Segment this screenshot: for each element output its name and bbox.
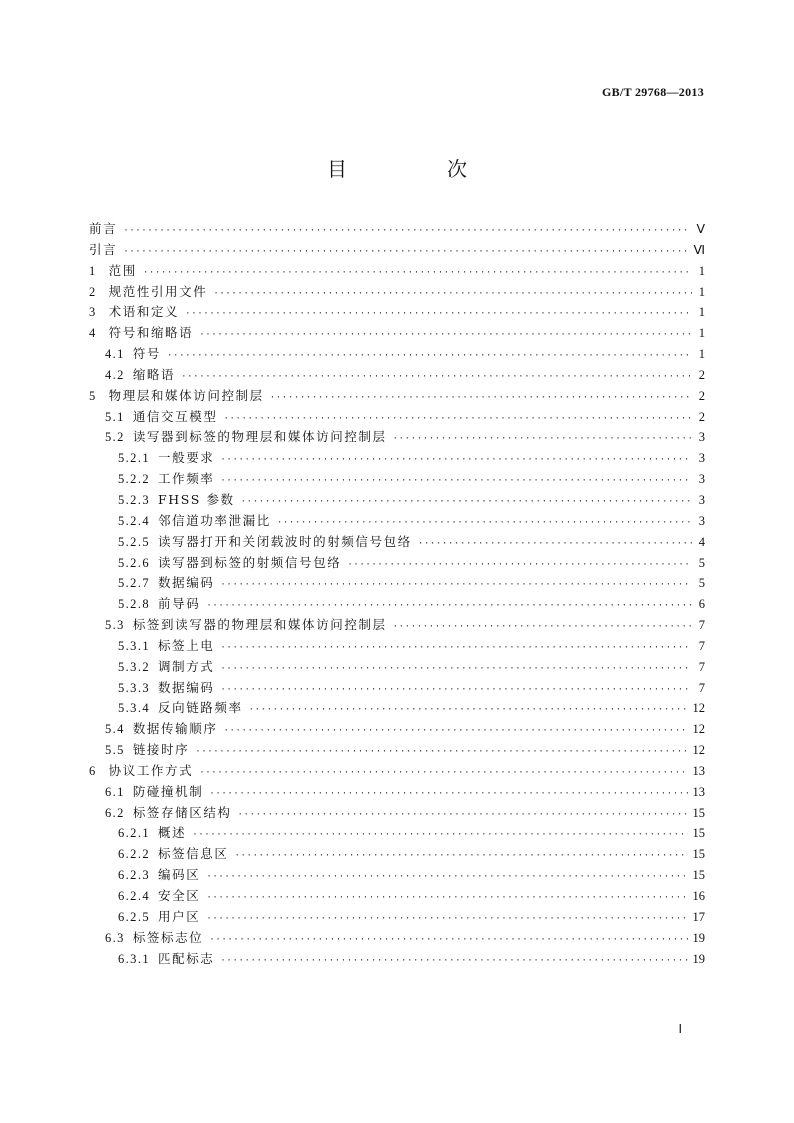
toc-dot-leader [209,784,687,805]
toc-dot-leader [199,325,692,346]
toc-entry-page: 7 [698,638,705,653]
toc-entry-title: 标签存储区结构 [132,804,232,820]
toc-dot-leader [143,263,692,284]
toc-dot-leader [220,471,692,492]
toc-entry-title: 调制方式 [158,658,215,674]
toc-entry-title: 缩略语 [132,366,176,382]
toc-dot-leader [220,680,692,701]
toc-entry-page: 1 [698,326,705,341]
toc-entry-number: 5.1 [105,409,125,424]
toc-dot-leader [206,596,692,617]
toc-entry-page: 3 [698,492,705,507]
toc-dot-leader [220,659,692,680]
toc-entry[interactable] [89,698,705,719]
toc-entry-number: 6.2.5 [118,909,150,924]
toc-entry-page: 4 [698,534,705,549]
toc-entry[interactable] [89,615,705,636]
toc-entry-page: 5 [698,576,705,591]
toc-entry[interactable] [89,844,705,865]
toc-entry-title: 前导码 [158,596,201,612]
toc-entry-page: Ⅴ [696,222,705,236]
toc-entry[interactable] [89,594,705,615]
toc-entry-title: 协议工作方式 [108,762,194,778]
toc-entry-page: 19 [692,930,705,945]
toc-entry[interactable] [89,865,705,886]
toc-entry[interactable] [89,782,705,803]
toc-entry-title: 数据编码 [158,575,215,591]
toc-dot-leader [223,721,687,742]
toc-entry[interactable] [89,740,705,761]
toc-entry[interactable] [89,573,705,594]
toc-entry[interactable] [89,365,705,386]
toc-entry-title: 符号和缩略语 [108,325,194,341]
toc-dot-leader [192,825,687,846]
toc-entry[interactable] [89,407,705,428]
toc-dot-leader [123,221,691,242]
toc-entry-page: 3 [698,513,705,528]
toc-entry-number: 6.3.1 [118,951,150,966]
toc-entry[interactable] [89,469,705,490]
toc-entry[interactable] [89,823,705,844]
toc-entry[interactable] [89,490,705,511]
toc-entry-title: 一般要求 [158,450,215,466]
toc-entry-title: 防碰撞机制 [132,783,204,799]
toc-entry-page: 13 [692,763,705,778]
toc-entry-page: 1 [698,305,705,320]
table-of-contents [89,219,705,969]
toc-entry[interactable] [89,761,705,782]
toc-entry-number: 6.1 [105,784,125,799]
toc-entry[interactable] [89,949,705,970]
toc-dot-leader [393,617,692,638]
toc-entry[interactable] [89,261,705,282]
toc-dot-leader [223,409,692,430]
toc-entry-page: 17 [692,909,705,924]
toc-entry-number: 5.2.1 [118,451,150,466]
toc-entry[interactable] [89,427,705,448]
toc-dot-leader [206,909,687,930]
toc-entry-number: 5.2.2 [118,472,150,487]
toc-entry-title: 匹配标志 [158,950,215,966]
toc-dot-leader [123,242,688,263]
toc-dot-leader [185,304,692,325]
toc-dot-leader [206,888,687,909]
toc-entry-page: 6 [698,597,705,612]
toc-dot-leader [235,846,688,867]
toc-dot-leader [249,700,688,721]
toc-entry-number: 5.3.2 [118,659,150,674]
toc-dot-leader [220,450,692,471]
toc-dot-leader [209,930,687,951]
toc-entry-page: 12 [692,722,705,737]
toc-dot-leader [167,346,692,367]
toc-dot-leader [393,429,692,450]
toc-entry[interactable] [89,553,705,574]
page-number: Ⅰ [678,1022,682,1036]
toc-dot-leader [418,534,692,555]
toc-entry-page: 1 [698,263,705,278]
toc-entry-number: 4.1 [105,347,125,362]
toc-entry-number: 6.2.1 [118,826,150,841]
toc-entry-number: 2 [89,284,97,299]
standard-code: GB/T 29768—2013 [602,85,704,99]
toc-entry-page: 3 [698,430,705,445]
toc-dot-leader [241,492,692,513]
toc-entry-page: 19 [692,951,705,966]
toc-entry-title: 术语和定义 [108,304,180,320]
toc-entry-title: 数据编码 [158,679,215,695]
toc-entry-title: 邻信道功率泄漏比 [158,512,271,528]
toc-entry[interactable] [89,907,705,928]
toc-entry-page: 5 [698,555,705,570]
toc-entry-number: 5.3.1 [118,638,150,653]
toc-entry[interactable] [89,219,705,240]
toc-entry-number: 5.2.6 [118,555,150,570]
toc-dot-leader [181,367,692,388]
toc-entry-title: 安全区 [158,888,201,903]
toc-entry-page: 2 [698,388,705,403]
toc-entry[interactable] [89,928,705,949]
toc-entry-number: 5.3.4 [118,701,150,716]
toc-entry-number: 4.2 [105,367,125,382]
toc-dot-leader [213,284,692,305]
toc-dot-leader [220,951,687,972]
toc-entry-page: 15 [692,805,705,820]
toc-entry-number: 6.3 [105,930,125,945]
toc-entry-number: 6.2.3 [118,868,150,883]
toc-entry-page: 16 [692,889,705,903]
toc-entry[interactable] [89,532,705,553]
toc-dot-leader [195,742,687,763]
toc-entry-title: 读写器到标签的射频信号包络 [158,554,342,570]
toc-entry-title: 工作频率 [158,471,215,487]
toc-entry-title: 反向链路频率 [158,700,243,716]
toc-entry[interactable] [89,719,705,740]
toc-entry-title: 范围 [108,262,137,278]
toc-entry[interactable] [89,636,705,657]
toc-entry-title: 读写器打开和关闭载波时的射频信号包络 [158,533,412,549]
toc-entry-title: 标签标志位 [132,929,204,945]
toc-entry-page: 3 [698,451,705,466]
toc-entry-page: 12 [692,743,705,758]
toc-entry-title: FHSS 参数 [158,491,235,507]
toc-entry-number: 5.4 [105,722,125,737]
toc-entry-title: 读写器到标签的物理层和媒体访问控制层 [132,429,387,445]
toc-entry-page: 15 [692,868,705,883]
toc-dot-leader [238,805,688,826]
toc-entry-number: 5.2.3 [118,492,150,507]
toc-entry-page: 1 [698,347,705,362]
toc-entry[interactable] [89,657,705,678]
toc-entry-number: 6 [89,763,97,778]
toc-entry-page: Ⅵ [693,242,705,257]
toc-entry-number: 5.3 [105,618,125,633]
toc-entry[interactable] [89,448,705,469]
toc-entry-title: 引言 [89,241,118,257]
toc-entry-title: 物理层和媒体访问控制层 [108,387,264,403]
toc-entry-number: 3 [89,305,97,320]
toc-entry-number: 5.3.3 [118,680,150,695]
toc-entry-number: 6.2.4 [118,889,150,903]
toc-entry-number: 1 [89,263,97,278]
toc-entry-title: 链接时序 [132,742,190,758]
toc-entry-number: 5 [89,388,97,403]
toc-entry-number: 6.2 [105,805,125,820]
toc-entry[interactable] [89,282,705,303]
toc-entry[interactable] [89,386,705,407]
toc-entry-number: 5.2 [105,430,125,445]
toc-entry-number: 6.2.2 [118,847,150,862]
toc-entry-page: 3 [698,472,705,487]
toc-entry-page: 7 [698,618,705,633]
toc-entry-title: 概述 [158,825,187,841]
toc-entry-page: 15 [692,826,705,841]
toc-entry-page: 15 [692,847,705,862]
toc-entry-number: 5.2.4 [118,513,150,528]
toc-entry-number: 5.2.8 [118,597,150,612]
toc-entry-page: 13 [692,784,705,799]
toc-dot-leader [220,638,692,659]
toc-entry[interactable] [89,344,705,365]
toc-entry[interactable] [89,302,705,323]
toc-entry-number: 5.2.7 [118,576,150,591]
toc-dot-leader [277,513,692,534]
toc-entry-title: 标签上电 [158,637,215,653]
toc-entry-page: 2 [698,409,705,424]
toc-entry-title: 规范性引用文件 [108,283,208,299]
toc-entry-page: 1 [698,284,705,299]
toc-entry-title: 前言 [89,221,118,236]
toc-entry-title: 标签到读写器的物理层和媒体访问控制层 [132,617,387,633]
toc-entry-title: 符号 [132,346,162,362]
toc-entry-page: 7 [698,680,705,695]
toc-entry-title: 通信交互模型 [132,408,218,424]
toc-entry-page: 2 [698,367,705,382]
toc-entry-number: 4 [89,326,97,341]
toc-dot-leader [220,575,692,596]
toc-entry-number: 5.5 [105,743,125,758]
toc-dot-leader [270,388,692,409]
toc-entry-title: 数据传输顺序 [132,721,218,737]
toc-entry-number: 5.2.5 [118,534,150,549]
toc-entry-title: 编码区 [158,867,201,883]
page-title: 目 次 [327,157,507,181]
toc-entry[interactable] [89,240,705,261]
toc-entry[interactable] [89,678,705,699]
toc-entry[interactable] [89,886,705,907]
toc-entry[interactable] [89,803,705,824]
toc-entry[interactable] [89,511,705,532]
toc-entry-title: 标签信息区 [158,846,229,862]
toc-entry-title: 用户区 [158,908,201,924]
toc-entry-page: 12 [692,701,705,716]
toc-dot-leader [199,763,687,784]
toc-entry[interactable] [89,323,705,344]
toc-dot-leader [206,867,687,888]
toc-entry-page: 7 [698,659,705,674]
toc-dot-leader [347,555,692,576]
